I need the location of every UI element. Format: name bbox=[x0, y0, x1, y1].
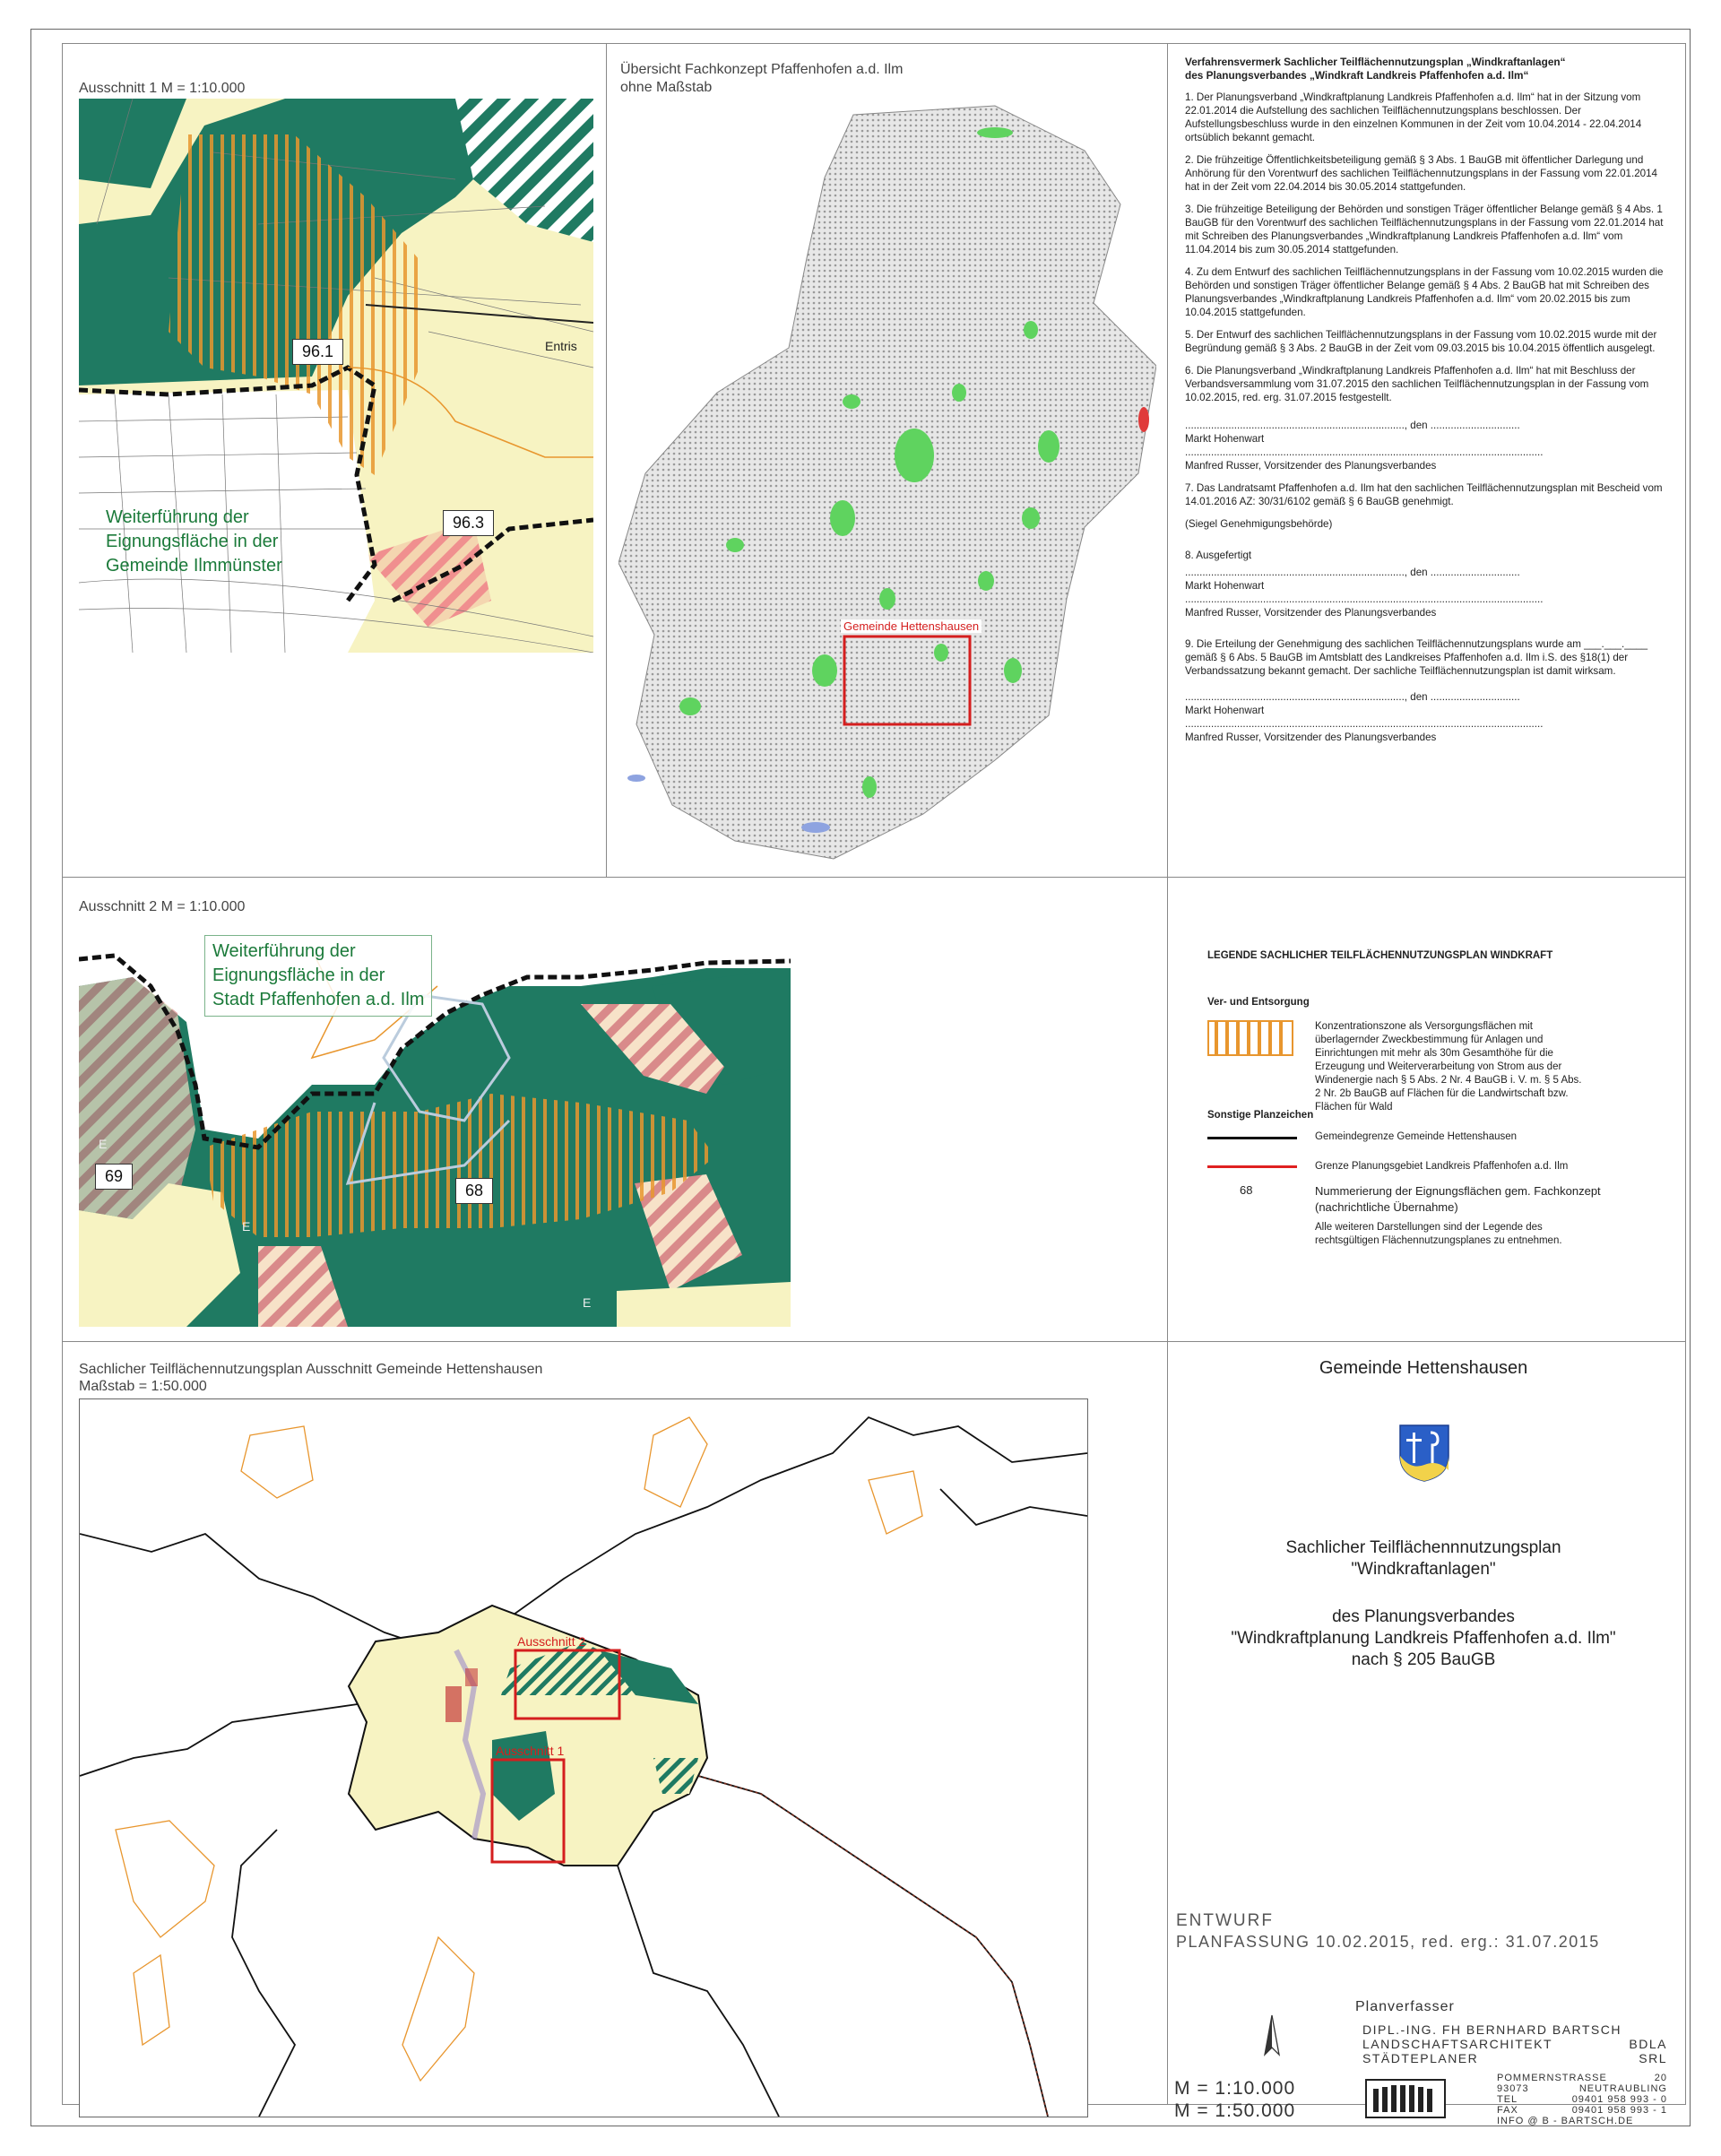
place-label: Entris bbox=[545, 339, 577, 353]
north-arrow-icon bbox=[1262, 2013, 1282, 2058]
adresse-block: POMMERNSTRASSE 20 93073 NEUTRAUBLING TEL 09401 958 993 - 0 FAX 09401 958 993 - 1 INFO @ B - BARTSCH.DE bbox=[1497, 2073, 1667, 2126]
verband-title: des Planungsverbandes "Windkraftplanung Landkreis Pfaffenhofen a.d. Ilm" nach § 205 BauGB bbox=[1231, 1607, 1616, 1669]
vermerk-item: 5. Der Entwurf des sachlichen Teilflächennutzungsplans in der Fassung vom 10.02.2015 wurde mit der Begründung gemäß § 3 Abs. 2 BauGB in der Zeit vom 09.03.2015 bis 10.04.2015 öffentlich ausgelegt. bbox=[1185, 329, 1657, 354]
vermerk-item: 1. Der Planungsverband „Windkraftplanung Landkreis Pfaffenhofen a.d. Ilm“ hat in der Sitzung vom 22.01.2014 die Aufstellung des sachlichen Teilflächennutzungsplans beschlossen. Der Aufstellungsbeschluss wurde in den einzelnen Kommunen in der Zeit vom 10.04.2014 - 22.04.2014 ortsüblich bekannt gemacht. bbox=[1185, 91, 1642, 143]
ausschnitt1-map[interactable] bbox=[79, 99, 593, 653]
vermerk-item: 9. Die Erteilung der Genehmigung des sachlichen Teilflächennutzungsplans wurde am ___.___.____ gemäß § 6 Abs. 5 BauGB im Amtsblatt des Landkreises Pfaffenhofen a.d. Ilm i.S. des §18(1) der Verbandssatzung bekannt gemacht. Der sachliche Teilflächennutzungsplan ist damit wirksam. bbox=[1185, 638, 1648, 677]
vorsitz-label: Manfred Russer, Vorsitzender des Planungsverbandes bbox=[1185, 607, 1437, 619]
ausschnitt2-box-label: Ausschnitt 2 bbox=[517, 1634, 586, 1649]
hauptkarte-map[interactable] bbox=[79, 1398, 1088, 2117]
signature-line: ............................................................................, den ............................... bbox=[1185, 420, 1520, 431]
verfahrensvermerk-heading: Verfahrensvermerk Sachlicher Teilflächennutzungsplan „Windkraftanlagen“ des Planungsverbandes „Windkraft Landkreis Pfaffenhofen a.d. Ilm“ bbox=[1185, 56, 1566, 82]
signature-line: ............................................................................................................................ bbox=[1185, 593, 1544, 605]
gemeindegrenze-swatch bbox=[1207, 1137, 1297, 1139]
siegel-label: (Siegel Genehmigungsbehörde) bbox=[1185, 518, 1333, 530]
hauptkarte-title: Sachlicher Teilflächennutzungsplan Ausschnitt Gemeinde Hettenshausen Maßstab = 1:50.000 bbox=[79, 1362, 543, 1394]
markt-label: Markt Hohenwart bbox=[1185, 580, 1265, 592]
gemeinde-wappen bbox=[1398, 1424, 1450, 1483]
legende-section: Sonstige Planzeichen bbox=[1207, 1110, 1314, 1121]
grenze-pg-swatch bbox=[1207, 1165, 1297, 1168]
buero-logo-icon bbox=[1364, 2078, 1447, 2119]
signature-line: ............................................................................................................................ bbox=[1185, 446, 1544, 458]
ausschnitt1-callout: Weiterführung der Eignungsfläche in der Gemeinde Ilmmünster bbox=[106, 507, 282, 576]
zone-text: Konzentrationszone als Versorgungsflächen mit überlagernder Zweckbestimmung für Anlagen und Einrichtungen mit mehr als 30m Gesamthöhe für die Erzeugung und Weiterverarbeitung von Strom aus der Windenergie nach § 5 Abs. 2 Nr. 4 BauGB i. V. m. § 5 Abs. 2 Nr. 2b BauGB auf Flächen für die Landwirtschaft bzw. Flächen für Wald bbox=[1315, 1021, 1582, 1113]
legende-note: Alle weiteren Darstellungen sind der Legende des rechtsgültigen Flächennutzungsplanes zu entnehmen. bbox=[1315, 1222, 1562, 1246]
eignungsflaeche-label-96-1: 96.1 bbox=[292, 339, 343, 365]
e-marker: E bbox=[242, 1219, 251, 1234]
uebersicht-map[interactable] bbox=[618, 97, 1156, 862]
markt-label: Markt Hohenwart bbox=[1185, 433, 1265, 445]
eignungsflaeche-label-68: 68 bbox=[455, 1178, 493, 1204]
vermerk-item: 3. Die frühzeitige Beteiligung der Behörden und sonstigen Träger öffentlicher Belange gemäß § 4 Abs. 1 BauGB für den Vorentwurf des sachlichen Teilflächennutzungsplans in der Fassung vom 22.01.2014 hat mit Schreiben des Planungsverbandes „Windkraftplanung Landkreis Pfaffenhofen a.d. Ilm“ vom 11.04.2014 bis zum 30.05.2014 stattgefunden. bbox=[1185, 203, 1664, 255]
signature-line: ............................................................................, den ............................... bbox=[1185, 691, 1520, 703]
vorsitz-label: Manfred Russer, Vorsitzender des Planungsverbandes bbox=[1185, 460, 1437, 472]
zone-swatch bbox=[1207, 1020, 1293, 1056]
markt-label: Markt Hohenwart bbox=[1185, 705, 1265, 716]
vorsitz-label: Manfred Russer, Vorsitzender des Planungsverbandes bbox=[1185, 732, 1437, 743]
legende-section: Ver- und Entsorgung bbox=[1207, 997, 1310, 1008]
signature-line: ............................................................................, den ............................... bbox=[1185, 567, 1520, 578]
eignungsflaeche-label-69: 69 bbox=[95, 1164, 133, 1190]
entwurf-label: ENTWURF bbox=[1176, 1911, 1274, 1930]
vermerk-item: 7. Das Landratsamt Pfaffenhofen a.d. Ilm hat den sachlichen Teilflächennutzungsplan mit Bescheid vom 14.01.2016 AZ: 30/31/6102 gemäß § 6 BauGB genehmigt. bbox=[1185, 482, 1663, 507]
vermerk-item: 6. Die Planungsverband „Windkraftplanung Landkreis Pfaffenhofen a.d. Ilm“ hat mit Beschluss der Verbandsversammlung vom 31.07.2015 den sachlichen Teilflächennutzungsplan in der Fassung vom 10.02.2015, red. erg. 31.07.2015 festgestellt. bbox=[1185, 365, 1649, 403]
vermerk-item: 2. Die frühzeitige Öffentlichkeitsbeteiligung gemäß § 3 Abs. 1 BauGB mit öffentlicher Darlegung und Anhörung für den Vorentwurf des sachlichen Teilflächennutzungsplans in der Fassung vom 22.01.2014 hat in der Zeit vom 22.04.2014 bis 30.05.2014 stattgefunden. bbox=[1185, 154, 1657, 193]
gemeindegrenze-text: Gemeindegrenze Gemeinde Hettenshausen bbox=[1315, 1131, 1518, 1142]
nummer-sample: 68 bbox=[1240, 1183, 1253, 1197]
gemeinde-title: Gemeinde Hettenshausen bbox=[1319, 1358, 1528, 1378]
verfahrensvermerk bbox=[1185, 56, 1669, 744]
legende-heading: LEGENDE SACHLICHER TEILFLÄCHENNUTZUNGSPLAN WINDKRAFT bbox=[1207, 950, 1553, 961]
ausschnitt2-title: Ausschnitt 2 M = 1:10.000 bbox=[79, 899, 246, 914]
nummer-text: Nummerierung der Eignungsflächen gem. Fachkonzept (nachrichtliche Übernahme) bbox=[1315, 1184, 1601, 1214]
e-marker: E bbox=[99, 1137, 108, 1151]
ausschnitt2-callout: Weiterführung der Eignungsfläche in der Stadt Pfaffenhofen a.d. Ilm bbox=[204, 935, 432, 1017]
ausschnitt1-box-label: Ausschnitt 1 bbox=[496, 1744, 565, 1758]
vermerk-item: 8. Ausgefertigt bbox=[1185, 550, 1252, 561]
plan-title: Sachlicher Teilflächennnutzungsplan "Windkraftanlagen" bbox=[1285, 1538, 1561, 1579]
planverfasser-label: Planverfasser bbox=[1355, 1999, 1455, 2014]
vermerk-item: 4. Zu dem Entwurf des sachlichen Teilflächennutzungsplans in der Fassung vom 10.02.2015 wurden die Behörden und sonstigen Träger öffentlicher Belange gemäß § 4 Abs. 2 BauGB hat mit Schreiben des Planungsverbandes „Windkraftplanung Landkreis Pfaffenhofen a.d. Ilm“ vom 20.02.2015 bis zum 10.04.2015 stattgefunden. bbox=[1185, 266, 1664, 318]
ausschnitt1-title: Ausschnitt 1 M = 1:10.000 bbox=[79, 81, 246, 96]
grenze-pg-text: Grenze Planungsgebiet Landkreis Pfaffenhofen a.d. Ilm bbox=[1315, 1161, 1569, 1172]
ausschnitt2-map[interactable] bbox=[79, 950, 791, 1327]
massstab-1-10000: M = 1:10.000 bbox=[1174, 2078, 1296, 2099]
signature-line: ............................................................................................................................ bbox=[1185, 718, 1544, 730]
massstab-1-50000: M = 1:50.000 bbox=[1174, 2100, 1296, 2121]
gemeinde-box-label: Gemeinde Hettenshausen bbox=[841, 619, 982, 633]
eignungsflaeche-label-96-3: 96.3 bbox=[443, 510, 494, 536]
planfassung-label: PLANFASSUNG 10.02.2015, red. erg.: 31.07.2015 bbox=[1176, 1933, 1600, 1951]
uebersicht-title: Übersicht Fachkonzept Pfaffenhofen a.d. Ilm ohne Maßstab bbox=[620, 62, 904, 95]
e-marker: E bbox=[583, 1295, 592, 1310]
buero-block: DIPL.-ING. FH BERNHARD BARTSCH LANDSCHAFTSARCHITEKT BDLA STÄDTEPLANER SRL bbox=[1362, 2022, 1667, 2065]
